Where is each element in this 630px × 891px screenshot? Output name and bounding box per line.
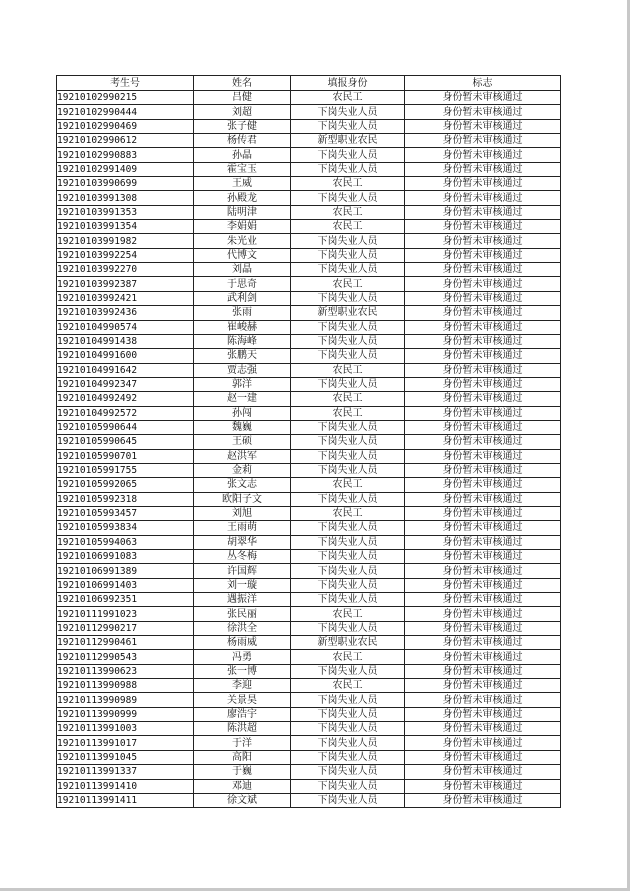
candidate-id-cell: 19210103992387 xyxy=(57,277,194,291)
table-row xyxy=(57,306,561,320)
candidate-id-cell: 19210102990883 xyxy=(57,148,194,162)
table-row xyxy=(57,148,561,162)
candidate-id-cell: 19210105993834 xyxy=(57,521,194,535)
flag-cell: 身份暂未审核通过 xyxy=(405,463,561,477)
identity-cell: 农民工 xyxy=(291,205,405,219)
candidate-id-cell: 19210103992436 xyxy=(57,306,194,320)
name-cell: 陆明津 xyxy=(194,205,291,219)
flag-cell: 身份暂未审核通过 xyxy=(405,392,561,406)
name-cell: 张子健 xyxy=(194,119,291,133)
name-cell: 冯勇 xyxy=(194,650,291,664)
table-row xyxy=(57,736,561,750)
candidate-id-cell: 19210105990701 xyxy=(57,449,194,463)
name-cell: 吕健 xyxy=(194,91,291,105)
flag-cell: 身份暂未审核通过 xyxy=(405,679,561,693)
table-row xyxy=(57,506,561,520)
flag-cell: 身份暂未审核通过 xyxy=(405,134,561,148)
name-cell: 丛冬梅 xyxy=(194,550,291,564)
identity-cell: 农民工 xyxy=(291,220,405,234)
identity-cell: 下岗失业人员 xyxy=(291,420,405,434)
table-row xyxy=(57,435,561,449)
identity-cell: 农民工 xyxy=(291,392,405,406)
flag-cell: 身份暂未审核通过 xyxy=(405,779,561,793)
table-row xyxy=(57,679,561,693)
name-cell: 孙闯 xyxy=(194,406,291,420)
table-row xyxy=(57,693,561,707)
header-candidate-id: 考生号 xyxy=(57,76,194,91)
identity-cell: 农民工 xyxy=(291,650,405,664)
flag-cell: 身份暂未审核通过 xyxy=(405,750,561,764)
candidate-id-cell: 19210113990988 xyxy=(57,679,194,693)
name-cell: 李迎 xyxy=(194,679,291,693)
header-flag: 标志 xyxy=(405,76,561,91)
flag-cell: 身份暂未审核通过 xyxy=(405,765,561,779)
candidate-id-cell: 19210105990645 xyxy=(57,435,194,449)
candidate-id-cell: 19210106992351 xyxy=(57,593,194,607)
identity-cell: 下岗失业人员 xyxy=(291,349,405,363)
identity-cell: 下岗失业人员 xyxy=(291,248,405,262)
header-row xyxy=(57,76,561,91)
name-cell: 高阳 xyxy=(194,750,291,764)
candidate-id-cell: 19210113990999 xyxy=(57,707,194,721)
name-cell: 王硕 xyxy=(194,435,291,449)
candidate-id-cell: 19210104991600 xyxy=(57,349,194,363)
flag-cell: 身份暂未审核通过 xyxy=(405,521,561,535)
table-row xyxy=(57,277,561,291)
identity-cell: 下岗失业人员 xyxy=(291,521,405,535)
candidate-id-cell: 19210102990444 xyxy=(57,105,194,119)
candidate-id-cell: 19210104991438 xyxy=(57,334,194,348)
name-cell: 崔峻赫 xyxy=(194,320,291,334)
table-row xyxy=(57,248,561,262)
table-row xyxy=(57,593,561,607)
name-cell: 张文志 xyxy=(194,478,291,492)
name-cell: 欧阳子文 xyxy=(194,492,291,506)
table-row xyxy=(57,765,561,779)
identity-cell: 下岗失业人员 xyxy=(291,765,405,779)
identity-cell: 下岗失业人员 xyxy=(291,693,405,707)
flag-cell: 身份暂未审核通过 xyxy=(405,377,561,391)
flag-cell: 身份暂未审核通过 xyxy=(405,707,561,721)
table-row xyxy=(57,650,561,664)
table-header xyxy=(57,76,561,91)
candidate-id-cell: 19210106991389 xyxy=(57,564,194,578)
name-cell: 金莉 xyxy=(194,463,291,477)
candidate-id-cell: 19210113991410 xyxy=(57,779,194,793)
candidate-id-cell: 19210103991982 xyxy=(57,234,194,248)
candidate-id-cell: 19210113991017 xyxy=(57,736,194,750)
table-row xyxy=(57,191,561,205)
candidate-id-cell: 19210111991023 xyxy=(57,607,194,621)
table-row xyxy=(57,406,561,420)
flag-cell: 身份暂未审核通过 xyxy=(405,177,561,191)
table-row xyxy=(57,607,561,621)
flag-cell: 身份暂未审核通过 xyxy=(405,449,561,463)
candidate-id-cell: 19210102990612 xyxy=(57,134,194,148)
name-cell: 赵洪军 xyxy=(194,449,291,463)
table-row xyxy=(57,363,561,377)
flag-cell: 身份暂未审核通过 xyxy=(405,722,561,736)
flag-cell: 身份暂未审核通过 xyxy=(405,320,561,334)
table-row xyxy=(57,91,561,105)
candidate-id-cell: 19210105990644 xyxy=(57,420,194,434)
name-cell: 王威 xyxy=(194,177,291,191)
flag-cell: 身份暂未审核通过 xyxy=(405,535,561,549)
table-row xyxy=(57,750,561,764)
identity-cell: 农民工 xyxy=(291,679,405,693)
candidate-id-cell: 19210104992572 xyxy=(57,406,194,420)
flag-cell: 身份暂未审核通过 xyxy=(405,664,561,678)
flag-cell: 身份暂未审核通过 xyxy=(405,636,561,650)
flag-cell: 身份暂未审核通过 xyxy=(405,406,561,420)
table-row xyxy=(57,119,561,133)
identity-cell: 下岗失业人员 xyxy=(291,750,405,764)
identity-cell: 下岗失业人员 xyxy=(291,664,405,678)
name-cell: 张民丽 xyxy=(194,607,291,621)
candidate-id-cell: 19210106991403 xyxy=(57,578,194,592)
candidate-id-cell: 19210103990699 xyxy=(57,177,194,191)
candidate-table xyxy=(56,75,561,808)
table-row xyxy=(57,478,561,492)
table-row xyxy=(57,220,561,234)
candidate-id-cell: 19210104992492 xyxy=(57,392,194,406)
table-row xyxy=(57,636,561,650)
candidate-id-cell: 19210113990989 xyxy=(57,693,194,707)
name-cell: 许国辉 xyxy=(194,564,291,578)
identity-cell: 下岗失业人员 xyxy=(291,722,405,736)
flag-cell: 身份暂未审核通过 xyxy=(405,363,561,377)
identity-cell: 下岗失业人员 xyxy=(291,162,405,176)
candidate-id-cell: 19210103991354 xyxy=(57,220,194,234)
candidate-id-cell: 19210113991411 xyxy=(57,793,194,807)
identity-cell: 下岗失业人员 xyxy=(291,779,405,793)
identity-cell: 农民工 xyxy=(291,478,405,492)
name-cell: 王雨萌 xyxy=(194,521,291,535)
table-body xyxy=(57,91,561,808)
identity-cell: 下岗失业人员 xyxy=(291,463,405,477)
candidate-id-cell: 19210102990215 xyxy=(57,91,194,105)
flag-cell: 身份暂未审核通过 xyxy=(405,550,561,564)
candidate-id-cell: 19210103991308 xyxy=(57,191,194,205)
identity-cell: 下岗失业人员 xyxy=(291,435,405,449)
table-row xyxy=(57,521,561,535)
identity-cell: 下岗失业人员 xyxy=(291,578,405,592)
identity-cell: 下岗失业人员 xyxy=(291,334,405,348)
table-row xyxy=(57,621,561,635)
flag-cell: 身份暂未审核通过 xyxy=(405,506,561,520)
identity-cell: 下岗失业人员 xyxy=(291,234,405,248)
candidate-id-cell: 19210103992421 xyxy=(57,291,194,305)
flag-cell: 身份暂未审核通过 xyxy=(405,420,561,434)
name-cell: 孙晶 xyxy=(194,148,291,162)
table-row xyxy=(57,722,561,736)
candidate-id-cell: 19210105991755 xyxy=(57,463,194,477)
name-cell: 关景昊 xyxy=(194,693,291,707)
identity-cell: 下岗失业人员 xyxy=(291,564,405,578)
name-cell: 李娟娟 xyxy=(194,220,291,234)
identity-cell: 农民工 xyxy=(291,506,405,520)
flag-cell: 身份暂未审核通过 xyxy=(405,234,561,248)
header-name: 姓名 xyxy=(194,76,291,91)
name-cell: 陈海峰 xyxy=(194,334,291,348)
identity-cell: 新型职业农民 xyxy=(291,636,405,650)
candidate-id-cell: 19210112990217 xyxy=(57,621,194,635)
candidate-id-cell: 19210102991409 xyxy=(57,162,194,176)
table-row xyxy=(57,105,561,119)
name-cell: 刘一璇 xyxy=(194,578,291,592)
table-row xyxy=(57,492,561,506)
name-cell: 魏巍 xyxy=(194,420,291,434)
name-cell: 陈洪超 xyxy=(194,722,291,736)
candidate-id-cell: 19210105994063 xyxy=(57,535,194,549)
table-row xyxy=(57,334,561,348)
table-row xyxy=(57,291,561,305)
table-row xyxy=(57,420,561,434)
flag-cell: 身份暂未审核通过 xyxy=(405,564,561,578)
table-row xyxy=(57,320,561,334)
candidate-id-cell: 19210104990574 xyxy=(57,320,194,334)
flag-cell: 身份暂未审核通过 xyxy=(405,91,561,105)
identity-cell: 下岗失业人员 xyxy=(291,377,405,391)
candidate-id-cell: 19210102990469 xyxy=(57,119,194,133)
flag-cell: 身份暂未审核通过 xyxy=(405,334,561,348)
identity-cell: 下岗失业人员 xyxy=(291,707,405,721)
name-cell: 武利剑 xyxy=(194,291,291,305)
flag-cell: 身份暂未审核通过 xyxy=(405,263,561,277)
identity-cell: 农民工 xyxy=(291,91,405,105)
name-cell: 邓迪 xyxy=(194,779,291,793)
flag-cell: 身份暂未审核通过 xyxy=(405,162,561,176)
name-cell: 霍宝玉 xyxy=(194,162,291,176)
identity-cell: 下岗失业人员 xyxy=(291,320,405,334)
table-row xyxy=(57,707,561,721)
identity-cell: 下岗失业人员 xyxy=(291,148,405,162)
identity-cell: 下岗失业人员 xyxy=(291,593,405,607)
flag-cell: 身份暂未审核通过 xyxy=(405,621,561,635)
table-row xyxy=(57,535,561,549)
table-row xyxy=(57,205,561,219)
flag-cell: 身份暂未审核通过 xyxy=(405,119,561,133)
name-cell: 杨传君 xyxy=(194,134,291,148)
candidate-id-cell: 19210106991083 xyxy=(57,550,194,564)
identity-cell: 农民工 xyxy=(291,607,405,621)
name-cell: 遇振洋 xyxy=(194,593,291,607)
candidate-id-cell: 19210113991337 xyxy=(57,765,194,779)
table-row xyxy=(57,349,561,363)
table-row xyxy=(57,134,561,148)
name-cell: 张鹏天 xyxy=(194,349,291,363)
identity-cell: 下岗失业人员 xyxy=(291,492,405,506)
name-cell: 杨雨威 xyxy=(194,636,291,650)
identity-cell: 下岗失业人员 xyxy=(291,119,405,133)
identity-cell: 新型职业农民 xyxy=(291,306,405,320)
candidate-id-cell: 19210103992254 xyxy=(57,248,194,262)
identity-cell: 下岗失业人员 xyxy=(291,105,405,119)
name-cell: 张雨 xyxy=(194,306,291,320)
table-row xyxy=(57,263,561,277)
header-reported-identity: 填报身份 xyxy=(291,76,405,91)
flag-cell: 身份暂未审核通过 xyxy=(405,191,561,205)
identity-cell: 新型职业农民 xyxy=(291,134,405,148)
flag-cell: 身份暂未审核通过 xyxy=(405,593,561,607)
table-row xyxy=(57,177,561,191)
table-row xyxy=(57,564,561,578)
flag-cell: 身份暂未审核通过 xyxy=(405,277,561,291)
identity-cell: 农民工 xyxy=(291,363,405,377)
table-row xyxy=(57,779,561,793)
name-cell: 徐文斌 xyxy=(194,793,291,807)
name-cell: 郭洋 xyxy=(194,377,291,391)
flag-cell: 身份暂未审核通过 xyxy=(405,650,561,664)
name-cell: 贾志强 xyxy=(194,363,291,377)
table-row xyxy=(57,664,561,678)
table-row xyxy=(57,234,561,248)
flag-cell: 身份暂未审核通过 xyxy=(405,607,561,621)
name-cell: 于洋 xyxy=(194,736,291,750)
table-row xyxy=(57,578,561,592)
candidate-id-cell: 19210104991642 xyxy=(57,363,194,377)
table-row xyxy=(57,449,561,463)
name-cell: 赵一建 xyxy=(194,392,291,406)
candidate-id-cell: 19210112990543 xyxy=(57,650,194,664)
identity-cell: 农民工 xyxy=(291,406,405,420)
name-cell: 代博文 xyxy=(194,248,291,262)
flag-cell: 身份暂未审核通过 xyxy=(405,148,561,162)
flag-cell: 身份暂未审核通过 xyxy=(405,205,561,219)
table-row xyxy=(57,550,561,564)
candidate-id-cell: 19210105993457 xyxy=(57,506,194,520)
flag-cell: 身份暂未审核通过 xyxy=(405,693,561,707)
flag-cell: 身份暂未审核通过 xyxy=(405,105,561,119)
candidate-id-cell: 19210113990623 xyxy=(57,664,194,678)
candidate-id-cell: 19210105992065 xyxy=(57,478,194,492)
flag-cell: 身份暂未审核通过 xyxy=(405,478,561,492)
table-row xyxy=(57,162,561,176)
flag-cell: 身份暂未审核通过 xyxy=(405,736,561,750)
flag-cell: 身份暂未审核通过 xyxy=(405,306,561,320)
name-cell: 徐洪全 xyxy=(194,621,291,635)
name-cell: 刘旭 xyxy=(194,506,291,520)
identity-cell: 下岗失业人员 xyxy=(291,191,405,205)
flag-cell: 身份暂未审核通过 xyxy=(405,578,561,592)
name-cell: 孙殿龙 xyxy=(194,191,291,205)
identity-cell: 下岗失业人员 xyxy=(291,263,405,277)
flag-cell: 身份暂未审核通过 xyxy=(405,349,561,363)
name-cell: 廖浩宇 xyxy=(194,707,291,721)
identity-cell: 农民工 xyxy=(291,177,405,191)
flag-cell: 身份暂未审核通过 xyxy=(405,435,561,449)
flag-cell: 身份暂未审核通过 xyxy=(405,248,561,262)
identity-cell: 农民工 xyxy=(291,277,405,291)
candidate-id-cell: 19210104992347 xyxy=(57,377,194,391)
identity-cell: 下岗失业人员 xyxy=(291,291,405,305)
identity-cell: 下岗失业人员 xyxy=(291,449,405,463)
name-cell: 刘晶 xyxy=(194,263,291,277)
table-row xyxy=(57,392,561,406)
table-row xyxy=(57,463,561,477)
name-cell: 胡翠华 xyxy=(194,535,291,549)
candidate-id-cell: 19210103991353 xyxy=(57,205,194,219)
name-cell: 于思奇 xyxy=(194,277,291,291)
candidate-id-cell: 19210113991045 xyxy=(57,750,194,764)
name-cell: 张一博 xyxy=(194,664,291,678)
table-row xyxy=(57,377,561,391)
identity-cell: 下岗失业人员 xyxy=(291,535,405,549)
identity-cell: 下岗失业人员 xyxy=(291,736,405,750)
identity-cell: 下岗失业人员 xyxy=(291,621,405,635)
candidate-id-cell: 19210103992270 xyxy=(57,263,194,277)
flag-cell: 身份暂未审核通过 xyxy=(405,220,561,234)
name-cell: 朱光业 xyxy=(194,234,291,248)
candidate-id-cell: 19210105992318 xyxy=(57,492,194,506)
name-cell: 于巍 xyxy=(194,765,291,779)
candidate-id-cell: 19210112990461 xyxy=(57,636,194,650)
identity-cell: 下岗失业人员 xyxy=(291,550,405,564)
table-row xyxy=(57,793,561,807)
flag-cell: 身份暂未审核通过 xyxy=(405,492,561,506)
flag-cell: 身份暂未审核通过 xyxy=(405,793,561,807)
identity-cell: 下岗失业人员 xyxy=(291,793,405,807)
flag-cell: 身份暂未审核通过 xyxy=(405,291,561,305)
candidate-id-cell: 19210113991003 xyxy=(57,722,194,736)
name-cell: 刘超 xyxy=(194,105,291,119)
